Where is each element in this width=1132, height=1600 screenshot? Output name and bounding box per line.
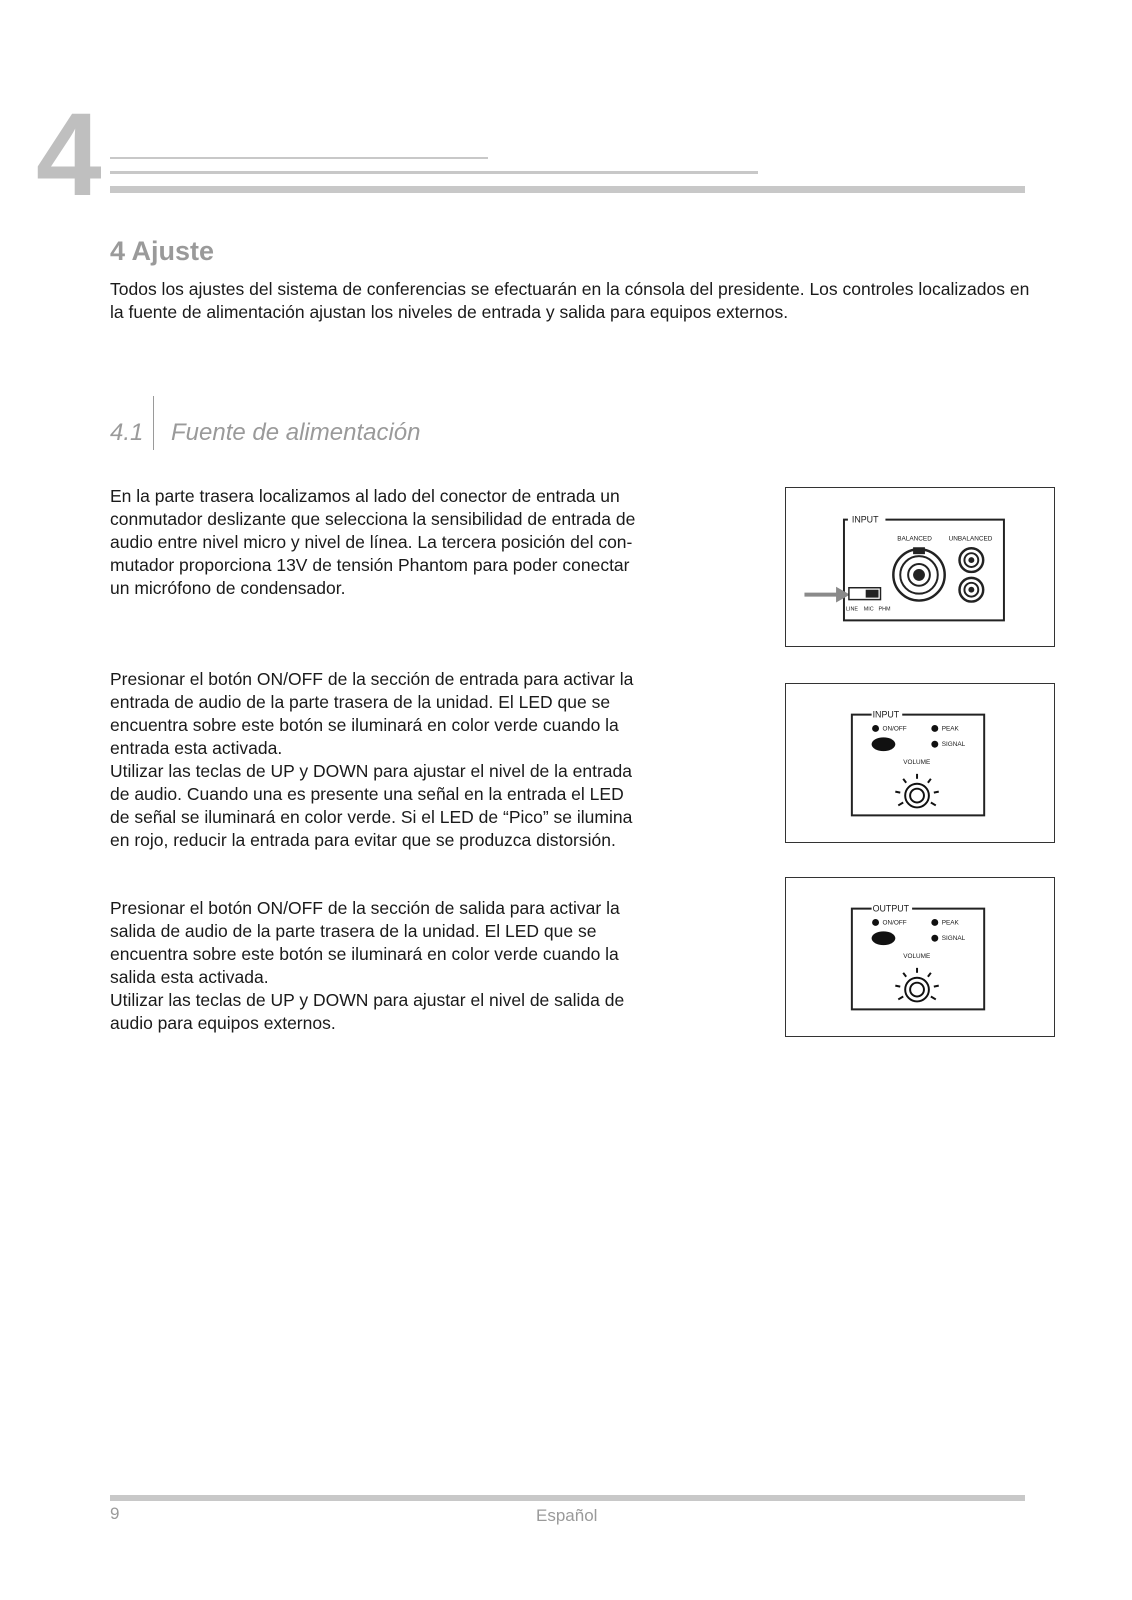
footer-language: Español — [536, 1506, 598, 1525]
onoff-label: ON/OFF — [882, 919, 907, 927]
paragraph-line: encuentra sobre este botón se iluminará en color verde cuando la — [110, 944, 619, 964]
volume-knob-icon — [895, 774, 938, 808]
paragraph-line: audio para equipos externos. — [110, 1013, 336, 1033]
paragraph-line: mutador proporciona 13V de tensión Phantom para poder conectar — [110, 555, 630, 575]
signal-led-icon — [931, 741, 938, 748]
header-rule-long — [110, 186, 1025, 193]
paragraph-line: Presionar el botón ON/OFF de la sección de salida para activar la — [110, 898, 620, 918]
peak-led-icon — [931, 725, 938, 732]
header-rule-medium — [110, 171, 758, 174]
paragraph-line: entrada esta activada. — [110, 738, 283, 758]
paragraph-output-section — [110, 897, 710, 1035]
onoff-button — [872, 931, 896, 945]
volume-label: VOLUME — [903, 952, 931, 960]
volume-knob-icon — [895, 968, 938, 1002]
switch-position-phm: PHM — [878, 606, 891, 613]
paragraph-line: de audio. Cuando una es presente una señal en la entrada el LED — [110, 784, 624, 804]
signal-label: SIGNAL — [941, 935, 966, 943]
footer-rule — [110, 1495, 1025, 1501]
figure-rear-input — [785, 487, 1055, 647]
onoff-led-icon — [872, 725, 879, 732]
section-number: 4.1 — [110, 419, 144, 446]
line-mic-phm-switch — [849, 588, 881, 600]
paragraph-line: de señal se iluminará en color verde. Si el LED de “Pico” se ilumina — [110, 807, 633, 827]
peak-label: PEAK — [941, 725, 959, 733]
paragraph-line: conmutador deslizante que selecciona la sensibilidad de entrada de — [110, 509, 636, 529]
signal-label: SIGNAL — [941, 741, 966, 749]
paragraph-line: entrada de audio de la parte trasera de la unidad. El LED que se — [110, 692, 611, 712]
switch-position-mic: MIC — [863, 606, 874, 613]
onoff-led-icon — [872, 919, 879, 926]
rca-jack-top-icon — [960, 548, 984, 572]
onoff-button — [872, 737, 896, 751]
paragraph-line: Utilizar las teclas de UP y DOWN para ajustar el nivel de salida de — [110, 990, 625, 1010]
paragraph-input-section — [110, 668, 710, 852]
output-panel-diagram — [786, 878, 1054, 1036]
header-rule-short — [110, 157, 488, 159]
section-title: Fuente de alimentación — [171, 419, 421, 446]
paragraph-line: Presionar el botón ON/OFF de la sección de entrada para activar la — [110, 669, 634, 689]
paragraph-line: En la parte trasera localizamos al lado del conector de entrada un — [110, 486, 620, 506]
peak-label: PEAK — [941, 919, 959, 927]
input-panel-diagram — [786, 684, 1054, 842]
rca-jack-bottom-icon — [960, 578, 984, 602]
section-divider — [153, 396, 154, 450]
figure-input-panel — [785, 683, 1055, 843]
onoff-label: ON/OFF — [882, 725, 907, 733]
paragraph-line: en rojo, reducir la entrada para evitar que se produzca distorsión. — [110, 830, 616, 850]
switch-position-line: LINE — [845, 606, 858, 613]
chapter-number: 4 — [36, 89, 100, 221]
signal-led-icon — [931, 935, 938, 942]
paragraph-rear-switch — [110, 485, 710, 600]
page-number: 9 — [110, 1504, 120, 1523]
paragraph-line: encuentra sobre este botón se iluminará en color verde cuando la — [110, 715, 619, 735]
page-heading: 4 Ajuste — [110, 236, 215, 266]
rear-input-diagram — [786, 488, 1054, 646]
balanced-label: BALANCED — [897, 535, 932, 543]
figure-output-panel — [785, 877, 1055, 1037]
paragraph-line: audio entre nivel micro y nivel de línea. La tercera posición del con- — [110, 532, 633, 552]
input-panel-label: INPUT — [872, 709, 900, 720]
peak-led-icon — [931, 919, 938, 926]
volume-label: VOLUME — [903, 758, 931, 766]
rear-input-panel-label: INPUT — [851, 514, 879, 525]
intro-paragraph: Todos los ajustes del sistema de conferencias se efectuarán en la cónsola del presidente. Los controles localizados en la fuente de alimentación ajustan los niveles de entrada y salida para equipos externos. — [110, 279, 1030, 322]
paragraph-line: un micrófono de condensador. — [110, 578, 346, 598]
paragraph-line: Utilizar las teclas de UP y DOWN para ajustar el nivel de la entrada — [110, 761, 632, 781]
paragraph-line: salida de audio de la parte trasera de la unidad. El LED que se — [110, 921, 597, 941]
unbalanced-label: UNBALANCED — [948, 535, 993, 543]
output-panel-label: OUTPUT — [872, 903, 910, 914]
paragraph-line: salida esta activada. — [110, 967, 269, 987]
xlr-combo-jack-icon — [893, 547, 944, 600]
